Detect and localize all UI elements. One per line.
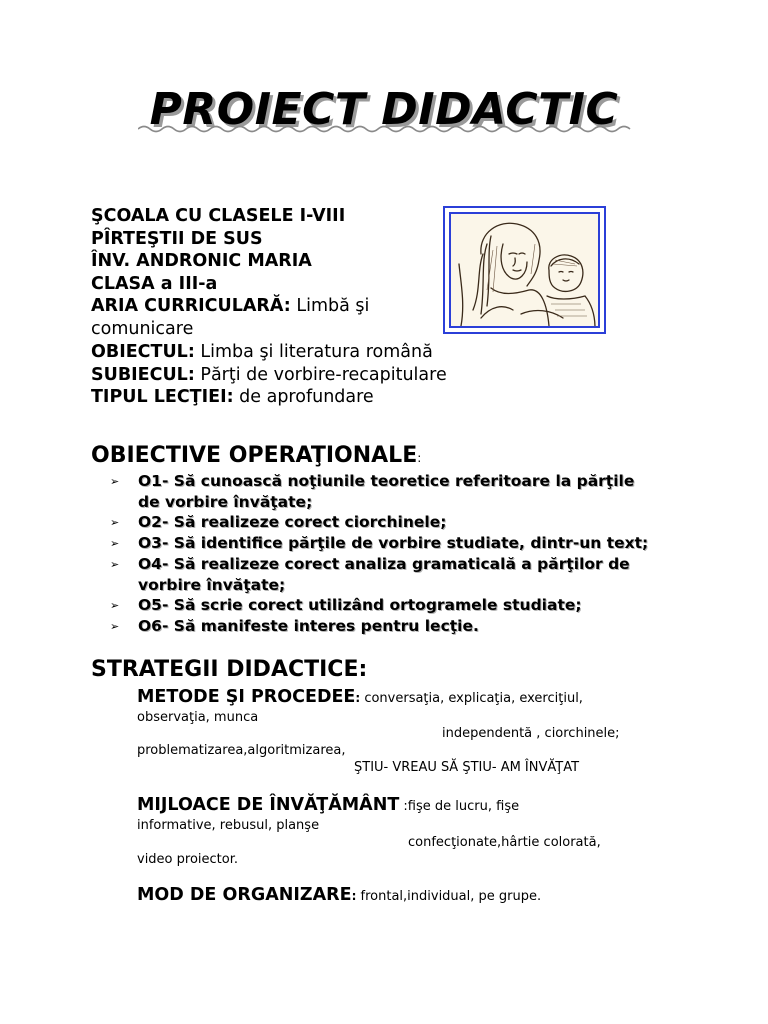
organization-line: MOD DE ORGANIZARE: frontal,individual, pe grupe. [137, 885, 542, 905]
methods-line-3: independentă , ciorchinele; [442, 726, 620, 741]
document-title: PROIECT DIDACTIC [149, 84, 619, 135]
topic-line: SUBIECUL: Părţi de vorbire-recapitulare [91, 364, 447, 385]
objectives-heading: OBIECTIVE OPERAŢIONALE: [91, 443, 422, 468]
methods-line: METODE ŞI PROCEDEE: conversaţia, explicaţia, exerciţiul, [137, 687, 583, 707]
arrow-bullet-icon: ➢ [110, 537, 120, 550]
teaching-means-line: MIJLOACE DE ÎNVĂŢĂMÂNT :fişe de lucru, fişe [137, 795, 520, 815]
subject-line: OBIECTUL: Limba şi literatura română [91, 342, 433, 362]
lesson-type-line: TIPUL LECŢIEI: de aprofundare [91, 387, 374, 407]
title-wave-decoration [138, 124, 632, 134]
mother-and-child-illustration [451, 214, 600, 328]
methods-line-2: observaţia, munca [137, 710, 259, 725]
arrow-bullet-icon: ➢ [110, 475, 120, 488]
strategies-heading: STRATEGII DIDACTICE: [91, 657, 368, 682]
methods-line-4: problematizarea,algoritmizarea, [137, 743, 346, 758]
methods-line-5: ŞTIU- VREAU SĂ ŞTIU- AM ÎNVĂŢAT [354, 760, 580, 775]
list-item: ➢ O4- Să realizeze corect analiza gramaticală a părţilor de [110, 554, 630, 576]
arrow-bullet-icon: ➢ [110, 558, 120, 571]
list-item: ➢ O2- Să realizeze corect ciorchinele; [110, 512, 446, 534]
school-name: ŞCOALA CU CLASELE I-VIII [91, 206, 346, 226]
teaching-means-line-3: confecţionate,hârtie colorată, [408, 835, 601, 850]
curricular-area: ARIA CURRICULARĂ: Limbă şi [91, 296, 370, 316]
arrow-bullet-icon: ➢ [110, 516, 120, 529]
teaching-means-line-2: informative, rebusul, planşe [137, 818, 320, 833]
class-name: CLASA a III-a [91, 273, 218, 294]
list-item: ➢ O5- Să scrie corect utilizând ortogramele studiate; [110, 595, 582, 617]
list-item: ➢ O3- Să identifice părţile de vorbire studiate, dintr-un text; [110, 533, 648, 555]
list-item-continued: vorbire învăţate; [138, 575, 286, 594]
teacher-name: ÎNV. ANDRONIC MARIA [91, 251, 312, 271]
list-item: ➢ O1- Să cunoască noţiunile teoretice referitoare la părţile [110, 471, 634, 493]
arrow-bullet-icon: ➢ [110, 599, 120, 612]
teaching-means-line-4: video proiector. [137, 852, 238, 867]
illustration-frame [443, 206, 606, 334]
curricular-area-continued: comunicare [91, 318, 194, 339]
village-name: PÎRTEŞTII DE SUS [91, 228, 263, 249]
list-item: ➢ O6- Să manifeste interes pentru lecţie. [110, 616, 479, 638]
list-item-continued: de vorbire învăţate; [138, 492, 313, 511]
arrow-bullet-icon: ➢ [110, 620, 120, 633]
